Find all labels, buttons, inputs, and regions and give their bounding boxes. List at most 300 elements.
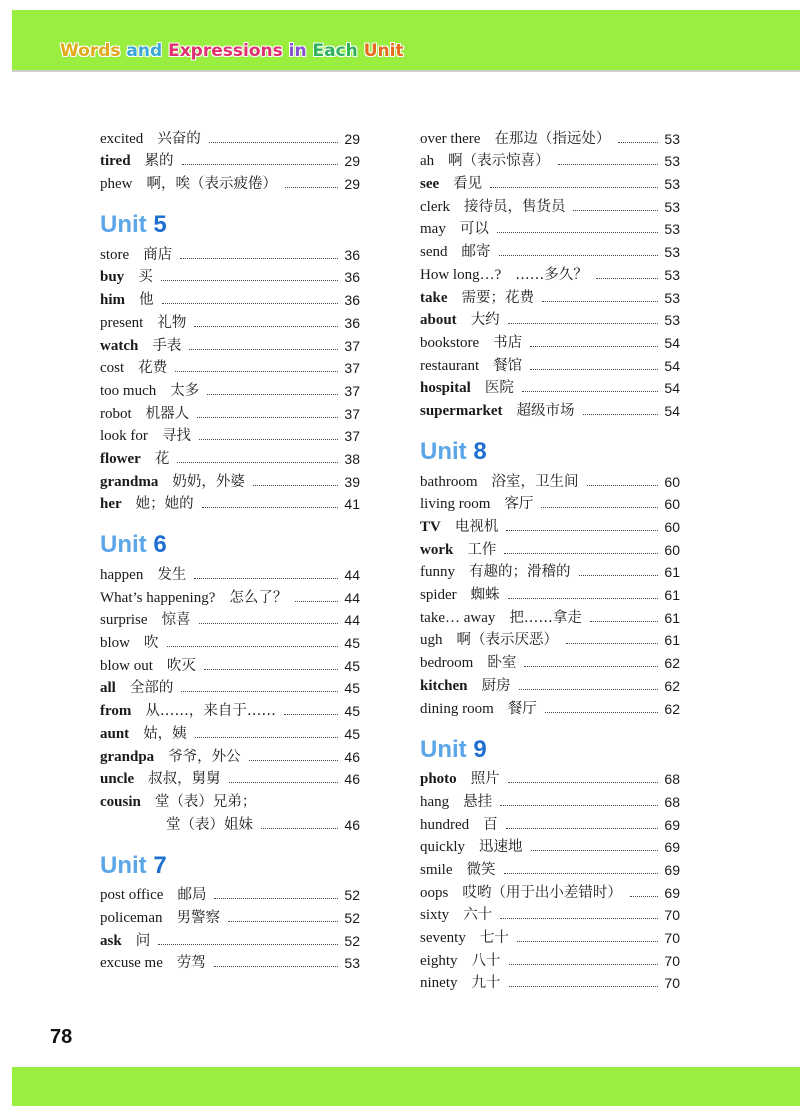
dot-leader	[214, 966, 338, 967]
entry-page: 70	[664, 975, 680, 992]
entry-meaning: 花	[154, 450, 170, 467]
vocab-entry	[100, 401, 360, 424]
entry-word: about	[420, 312, 457, 329]
dot-leader	[202, 507, 338, 508]
entry-meaning: 看见	[453, 176, 483, 193]
dot-leader	[158, 944, 338, 945]
entry-word: ah	[420, 153, 435, 170]
entry-page: 52	[344, 909, 360, 926]
dot-leader	[522, 391, 658, 392]
entry-page: 69	[664, 884, 680, 901]
entry-page: 70	[664, 930, 680, 946]
entry-meaning: 客厅	[504, 496, 534, 513]
vocab-entry	[100, 585, 360, 608]
entry-page: 53	[664, 266, 680, 283]
unit-number: 7	[153, 851, 167, 879]
entry-meaning: 餐馆	[493, 357, 523, 374]
dot-leader	[162, 303, 338, 304]
entry-word: take… away	[420, 609, 496, 626]
dot-leader	[524, 666, 658, 667]
entry-page: 37	[344, 428, 360, 445]
vocab-entry	[420, 696, 680, 719]
entry-page: 52	[344, 887, 360, 904]
entry-meaning: 九十	[471, 975, 501, 992]
unit-5-heading	[100, 208, 360, 242]
entry-word: seventy	[420, 930, 466, 946]
unit-5-entries	[100, 242, 360, 514]
entry-meaning: 接待员，售货员	[463, 198, 566, 215]
vocab-entry	[420, 835, 680, 858]
entry-page: 54	[664, 334, 680, 351]
vocab-entry	[420, 514, 680, 537]
vocab-entry	[100, 378, 360, 401]
entry-word: tired	[100, 153, 131, 170]
dot-leader	[506, 828, 658, 829]
dot-leader	[167, 646, 339, 647]
vocab-entry	[100, 333, 360, 356]
entry-word: him	[100, 292, 126, 309]
dot-leader	[177, 462, 338, 463]
vocab-entry	[420, 605, 680, 628]
intro-entries-left	[100, 126, 360, 194]
entry-meaning: 堂（表）姐妹	[166, 816, 253, 833]
entry-word: What’s happening?	[100, 589, 216, 606]
vocab-entry	[420, 376, 680, 399]
entry-page: 39	[344, 473, 360, 490]
entry-page: 53	[664, 244, 680, 261]
vocab-entry	[420, 398, 680, 421]
entry-word: work	[420, 541, 454, 558]
dot-leader	[630, 896, 658, 897]
vocab-entry	[100, 287, 360, 310]
entry-page: 36	[344, 269, 360, 286]
entry-word: ugh	[420, 632, 443, 649]
vocab-entry	[100, 171, 360, 194]
entry-page: 44	[344, 612, 360, 629]
entry-meaning: 微笑	[466, 861, 496, 878]
entry-meaning: 六十	[463, 907, 493, 924]
entry-page: 70	[664, 907, 680, 924]
entry-word: ninety	[420, 975, 458, 992]
entry-meaning: 从……，来自于……	[145, 703, 276, 720]
entry-word: look for	[100, 428, 148, 445]
vocab-entry	[100, 126, 360, 149]
entry-word: TV	[420, 519, 441, 535]
vocab-entry	[100, 149, 360, 172]
dot-leader	[587, 485, 659, 486]
unit-6-heading	[100, 528, 360, 562]
vocab-entry	[100, 698, 360, 721]
entry-page: 62	[664, 677, 680, 694]
entry-word: dining room	[420, 700, 494, 717]
banner-word: in	[288, 41, 307, 61]
vocab-entry	[100, 265, 360, 288]
vocab-entry	[420, 582, 680, 605]
unit-9-entries	[420, 767, 680, 994]
dot-leader	[558, 164, 658, 165]
entry-word: hang	[420, 793, 450, 810]
entry-meaning: 哎哟（用于出小差错时）	[462, 884, 622, 901]
page-number: 78	[50, 1026, 73, 1048]
entry-page: 54	[664, 380, 680, 397]
entry-word: buy	[100, 269, 125, 286]
entry-page: 53	[664, 312, 680, 329]
vocab-entry	[420, 789, 680, 812]
dot-leader	[497, 232, 658, 233]
entry-meaning: 书店	[493, 334, 523, 351]
dot-leader	[542, 301, 658, 302]
entry-meaning: 怎么了？	[229, 589, 288, 606]
entry-meaning: 卧室	[487, 655, 517, 672]
footer-band	[12, 1067, 800, 1106]
entry-word: hospital	[420, 380, 471, 397]
entry-word: kitchen	[420, 677, 468, 694]
entry-word: aunt	[100, 725, 130, 742]
unit-label: Unit	[100, 211, 147, 239]
vocab-entry	[420, 767, 680, 790]
entry-page: 36	[344, 292, 360, 309]
vocab-entry	[100, 310, 360, 333]
entry-page: 69	[664, 816, 680, 833]
entry-page: 45	[344, 703, 360, 720]
vocab-entry	[100, 905, 360, 928]
entry-page: 53	[664, 221, 680, 238]
entry-meaning: 医院	[484, 380, 514, 397]
vocab-entry	[420, 217, 680, 240]
entry-page: 53	[664, 289, 680, 306]
header-rule	[12, 70, 800, 72]
vocab-entry	[420, 126, 680, 149]
entry-meaning: 把……拿走	[509, 609, 582, 626]
entry-meaning: 需要；花费	[461, 289, 534, 306]
entry-meaning: 工作	[467, 541, 497, 558]
unit-9-heading	[420, 733, 680, 767]
vocab-entry	[100, 653, 360, 676]
dot-leader	[508, 598, 658, 599]
dot-leader	[199, 623, 339, 624]
entry-page: 52	[344, 932, 360, 949]
entry-page: 46	[344, 816, 360, 833]
entry-meaning: 超级市场	[516, 402, 575, 419]
entry-meaning: 浴室，卫生间	[491, 473, 579, 490]
vocab-entry	[420, 880, 680, 903]
entry-meaning: 全部的	[129, 680, 174, 697]
dot-leader	[517, 941, 658, 942]
entry-word: photo	[420, 771, 457, 788]
entry-meaning: 八十	[471, 952, 501, 969]
unit-number: 9	[473, 735, 487, 763]
entry-page: 53	[664, 198, 680, 215]
dot-leader	[590, 621, 658, 622]
dot-leader	[504, 873, 659, 874]
entry-meaning: 吹	[144, 635, 159, 652]
vocab-entry	[420, 857, 680, 880]
entry-meaning: 男警察	[176, 909, 220, 926]
entry-meaning: 手表	[152, 337, 182, 354]
entry-page: 29	[344, 130, 360, 147]
unit-label: Unit	[100, 851, 147, 879]
entry-page: 36	[344, 314, 360, 331]
entry-word: bedroom	[420, 655, 474, 672]
entry-word: blow	[100, 635, 130, 652]
entry-word: How long…?	[420, 266, 502, 283]
entry-page: 53	[664, 130, 680, 147]
dot-leader	[499, 255, 659, 256]
entry-meaning: 七十	[479, 930, 509, 946]
entry-page: 53	[344, 955, 360, 972]
dot-leader	[209, 142, 338, 143]
entry-meaning: 发生	[157, 567, 187, 583]
dot-leader	[285, 187, 338, 188]
dot-leader	[229, 782, 338, 783]
entry-meaning: 她；她的	[135, 496, 194, 513]
vocab-entry	[420, 903, 680, 926]
entry-page: 36	[344, 246, 360, 263]
dot-leader	[207, 394, 338, 395]
dot-leader	[500, 805, 658, 806]
unit-8-heading	[420, 435, 680, 469]
entry-word: ask	[100, 932, 122, 949]
entry-word: eighty	[420, 952, 458, 969]
entry-word: from	[100, 703, 132, 720]
banner-word: Expressions	[168, 41, 283, 61]
entry-page: 61	[664, 609, 680, 626]
entry-word: happen	[100, 567, 144, 583]
unit-label: Unit	[420, 735, 467, 763]
dot-leader	[199, 439, 338, 440]
entry-word: policeman	[100, 909, 163, 926]
dot-leader	[175, 371, 338, 372]
dot-leader	[504, 553, 658, 554]
dot-leader	[490, 187, 658, 188]
vocab-entry	[100, 951, 360, 974]
vocab-entry	[100, 492, 360, 515]
vocab-entry	[420, 149, 680, 172]
right-column	[420, 126, 680, 993]
entry-page: 45	[344, 657, 360, 674]
entry-meaning: 买	[138, 269, 153, 286]
entry-word: bathroom	[420, 473, 478, 490]
vocab-entry	[420, 194, 680, 217]
entry-page: 53	[664, 176, 680, 193]
entry-word: all	[100, 680, 116, 697]
entry-meaning: 爷爷，外公	[168, 748, 241, 765]
entry-word: store	[100, 246, 130, 263]
vocab-entry	[420, 353, 680, 376]
dot-leader	[161, 280, 338, 281]
vocab-entry	[420, 650, 680, 673]
unit-label: Unit	[100, 531, 147, 559]
unit-label: Unit	[420, 437, 467, 465]
vocab-entry	[100, 469, 360, 492]
entry-word: spider	[420, 587, 457, 604]
dot-leader	[566, 643, 658, 644]
vocab-entry	[100, 883, 360, 906]
dot-leader	[519, 689, 658, 690]
vocab-entry	[420, 673, 680, 696]
intro-entries-right	[420, 126, 680, 421]
entry-page: 54	[664, 357, 680, 374]
entry-meaning: ……多久？	[515, 266, 588, 283]
dot-leader	[541, 507, 658, 508]
entry-page: 60	[664, 473, 680, 490]
entry-page: 38	[344, 450, 360, 467]
entry-page: 44	[344, 567, 360, 583]
entry-page: 29	[344, 153, 360, 170]
entry-page: 45	[344, 725, 360, 742]
entry-word: sixty	[420, 907, 450, 924]
entry-meaning: 商店	[143, 246, 173, 263]
unit-number: 6	[153, 531, 167, 559]
entry-page: 46	[344, 748, 360, 765]
dot-leader	[506, 530, 658, 531]
dot-leader	[214, 898, 338, 899]
entry-meaning: 啊（表示惊喜）	[448, 153, 550, 170]
banner-title	[60, 41, 404, 61]
entry-word: see	[420, 176, 440, 193]
vocab-entry	[420, 948, 680, 971]
entry-meaning: 在那边（指远处）	[494, 130, 611, 147]
vocab-entry	[420, 537, 680, 560]
entry-meaning: 兴奋的	[157, 130, 201, 147]
vocab-entry	[420, 971, 680, 994]
unit-number: 5	[153, 211, 167, 239]
entry-page: 54	[664, 402, 680, 419]
entry-word: send	[420, 244, 448, 261]
entry-page: 41	[344, 496, 360, 513]
vocab-entry	[420, 308, 680, 331]
dot-leader	[509, 986, 659, 987]
entry-word: bookstore	[420, 334, 480, 351]
entry-word: watch	[100, 337, 139, 354]
vocab-entry	[420, 285, 680, 308]
entry-page: 46	[344, 771, 360, 788]
entry-meaning: 悬挂	[463, 793, 493, 810]
dot-leader	[194, 578, 338, 579]
vocab-entry	[100, 928, 360, 951]
entry-meaning: 奶奶，外婆	[172, 473, 245, 490]
vocab-entry	[100, 676, 360, 699]
entry-meaning: 照片	[470, 771, 500, 788]
vocab-entry	[100, 562, 360, 585]
dot-leader	[596, 278, 658, 279]
dot-leader	[531, 850, 659, 851]
entry-word: living room	[420, 496, 491, 513]
entry-page: 69	[664, 861, 680, 878]
entry-meaning: 礼物	[157, 314, 187, 331]
entry-page: 70	[664, 952, 680, 969]
entry-word: post office	[100, 887, 164, 904]
entry-word: cousin	[100, 793, 141, 810]
vocab-entry	[100, 242, 360, 265]
dot-leader	[295, 601, 338, 602]
entry-word: may	[420, 221, 446, 238]
entry-page: 37	[344, 405, 360, 422]
unit-number: 8	[473, 437, 487, 465]
unit-8-entries	[420, 469, 680, 719]
vocab-entry	[100, 446, 360, 469]
vocab-entry	[100, 744, 360, 767]
dot-leader	[508, 782, 658, 783]
entry-meaning: 寻找	[161, 428, 191, 445]
header-band	[12, 10, 800, 70]
entry-meaning: 啊，唉（表示疲倦）	[146, 176, 277, 193]
dot-leader	[573, 210, 658, 211]
entry-word: grandpa	[100, 748, 155, 765]
entry-meaning: 可以	[459, 221, 489, 238]
entry-meaning: 问	[135, 932, 151, 949]
left-column	[100, 126, 360, 973]
entry-page: 45	[344, 635, 360, 652]
dot-leader	[189, 349, 338, 350]
entry-word: robot	[100, 405, 132, 422]
banner-word: and	[126, 41, 163, 61]
vocab-entry	[420, 330, 680, 353]
entry-word: excited	[100, 130, 144, 147]
dot-leader	[195, 737, 338, 738]
entry-page: 60	[664, 541, 680, 558]
vocab-entry	[100, 608, 360, 631]
vocab-entry	[100, 424, 360, 447]
entry-page: 60	[664, 496, 680, 513]
vocab-entry	[420, 262, 680, 285]
dot-leader	[261, 828, 338, 829]
entry-word: present	[100, 314, 144, 331]
entry-word: smile	[420, 861, 453, 878]
vocab-entry	[420, 925, 680, 948]
entry-meaning: 吹灭	[166, 657, 196, 674]
entry-word: funny	[420, 564, 455, 581]
vocab-entry	[420, 469, 680, 492]
entry-page: 68	[664, 793, 680, 810]
dot-leader	[197, 417, 338, 418]
entry-word: oops	[420, 884, 449, 901]
entry-page: 37	[344, 360, 360, 377]
entry-page: 60	[664, 519, 680, 535]
unit-7-entries	[100, 883, 360, 974]
entry-meaning: 蜘蛛	[470, 587, 500, 604]
entry-meaning: 电视机	[454, 519, 499, 535]
vocab-entry	[420, 812, 680, 835]
entry-meaning: 邮局	[177, 887, 207, 904]
entry-meaning: 有趣的；滑稽的	[469, 564, 571, 581]
entry-word: surprise	[100, 612, 148, 629]
entry-page: 29	[344, 176, 360, 193]
entry-meaning: 餐厅	[507, 700, 537, 717]
entry-meaning: 花费	[138, 360, 168, 377]
entry-page: 62	[664, 700, 680, 717]
vocab-entry	[100, 789, 360, 812]
vocab-entry	[100, 767, 360, 790]
dot-leader	[579, 575, 659, 576]
dot-leader	[284, 714, 338, 715]
entry-meaning: 啊（表示厌恶）	[456, 632, 558, 649]
entry-word: her	[100, 496, 122, 513]
dot-leader	[253, 485, 338, 486]
dot-leader	[204, 669, 338, 670]
entry-page: 37	[344, 337, 360, 354]
dot-leader	[180, 258, 338, 259]
entry-meaning: 劳驾	[176, 955, 206, 972]
entry-page: 45	[344, 680, 360, 697]
entry-meaning: 迅速地	[479, 839, 523, 856]
entry-page: 61	[664, 564, 680, 581]
entry-meaning: 机器人	[145, 405, 190, 422]
banner-word: Words	[60, 41, 121, 61]
entry-meaning: 邮寄	[461, 244, 491, 261]
unit-7-heading	[100, 849, 360, 883]
entry-page: 61	[664, 632, 680, 649]
